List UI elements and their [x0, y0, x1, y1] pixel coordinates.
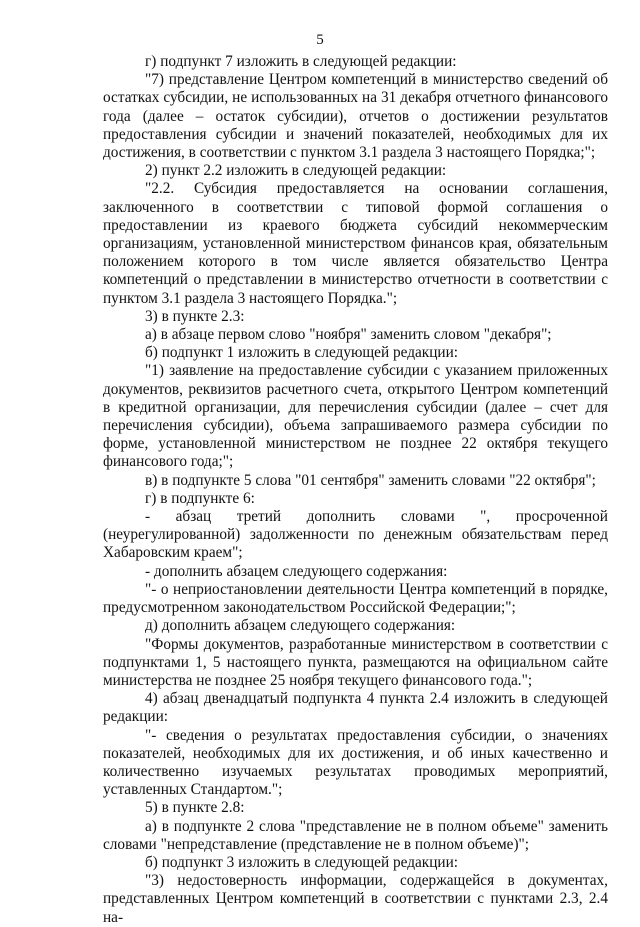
- paragraph: - дополнить абзацем следующего содержания:: [145, 562, 448, 580]
- paragraph: а) в подпункте 2 слова "представление не в полном объеме" заменить словами "непредставление (представление не в полном объеме)";: [103, 817, 608, 853]
- paragraph: а) в абзаце первом слово "ноября" заменить словом "декабря";: [145, 326, 552, 344]
- paragraph: 4) абзац двенадцатый подпункта 4 пункта 2.4 изложить в следующей редакции:: [103, 690, 608, 726]
- paragraph: г) в подпункте 6:: [145, 489, 255, 507]
- paragraph: г) подпункт 7 изложить в следующей редакции:: [145, 53, 457, 70]
- paragraph: "Формы документов, разработанные министерством в соответствии с подпунктами 1, 5 настоящего пункта, размещаются на официальном сайте министерства не позднее 25 ноября текущего финансового года.";: [103, 635, 608, 689]
- paragraph: "2.2. Субсидия предоставляется на основании соглашения, заключенного в соответствии с типовой формой соглашения о предоставлении из краевого бюджета субсидий некоммерческим организациям, установленной министерством финансов края, обязательным положением которого в том числе является обязательство Центра компетенций о представлении в министерство отчетности в соответствии с пунктом 3.1 раздела 3 настоящего Порядка.";: [103, 180, 608, 307]
- paragraph: б) подпункт 1 изложить в следующей редакции:: [145, 344, 459, 362]
- paragraph: 5) в пункте 2.8:: [145, 799, 245, 817]
- paragraph: "3) недостоверность информации, содержащейся в документах, представленных Центром компетенций в соответствии с пунктами 2.3, 2.4 на-: [103, 872, 608, 926]
- paragraph: "- о неприостановлении деятельности Центра компетенций в порядке, предусмотренном законодательством Российской Федерации;";: [103, 580, 608, 617]
- paragraph: "- сведения о результатах предоставления субсидии, о значениях показателей, необходимых для их достижения, и об иных качественно и количественно изучаемых результатах проводимых мероприятий, уставленных Стандартом.";: [103, 726, 608, 799]
- paragraph: - абзац третий дополнить словами ", просроченной (неурегулированной) задолженности по денежным обязательствам перед Хабаровским краем";: [103, 508, 608, 562]
- paragraph: "1) заявление на предоставление субсидии с указанием приложенных документов, реквизитов расчетного счета, открытого Центром компетенций в кредитной организации, для перечисления субсидии (далее – счет для перечисления субсидии), объема запрашиваемого размера субсидии по форме, установленной министерством не позднее 22 октября текущего финансового года;";: [103, 362, 608, 471]
- paragraph: "7) представление Центром компетенций в министерство сведений об остатках субсидии, не использованных на 31 декабря отчетного финансового года (далее – остаток субсидии), отчетов о достижении результатов предоставления субсидии и значений показателей, необходимых для их достижения, в соответствии с пунктом 3.1 раздела 3 настоящего Порядка;";: [103, 71, 608, 162]
- paragraph: 2) пункт 2.2 изложить в следующей редакции:: [145, 162, 447, 180]
- document-body: [103, 53, 608, 927]
- page-number: 5: [316, 32, 324, 48]
- paragraph: в) в подпункте 5 слова "01 сентября" заменить словами "22 октября";: [145, 471, 596, 489]
- paragraph: 3) в пункте 2.3:: [145, 307, 245, 325]
- paragraph: д) дополнить абзацем следующего содержания:: [145, 617, 456, 635]
- paragraph: б) подпункт 3 изложить в следующей редакции:: [145, 853, 459, 871]
